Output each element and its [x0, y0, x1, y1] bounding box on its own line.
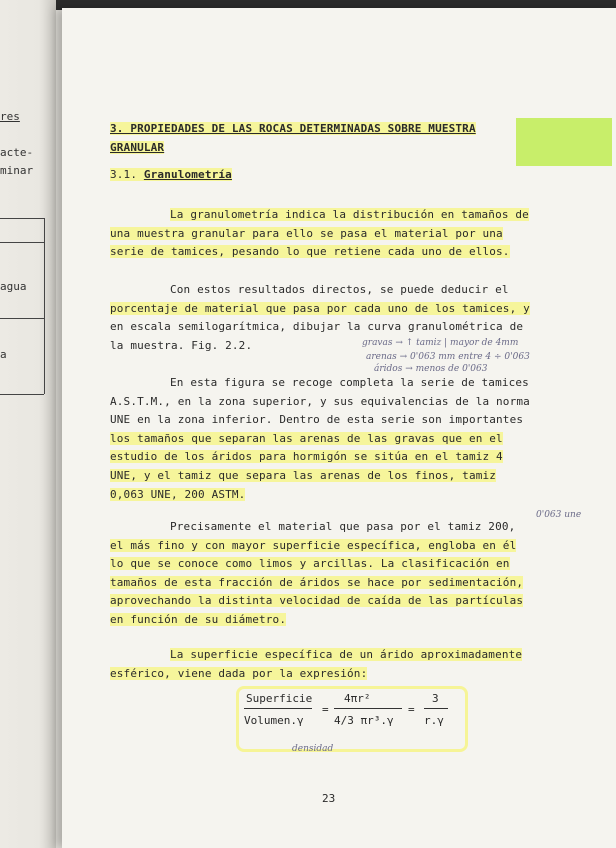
formula-equals: =	[408, 703, 415, 716]
facing-table-rule	[0, 318, 44, 319]
facing-page-edge	[0, 0, 56, 848]
fraction-bar	[244, 708, 312, 709]
facing-table-border	[44, 218, 45, 394]
paragraph-line: tamaños de esta fracción de áridos se hace por sedimentación,	[110, 575, 524, 589]
paragraph-line: la muestra. Fig. 2.2.	[110, 338, 253, 352]
subsection-number: 3.1.	[110, 168, 138, 181]
paragraph	[110, 518, 554, 630]
paragraph-line: Precisamente el material que pasa por el tamiz 200,	[170, 520, 516, 533]
handwritten-note: arenas → 0'063 mm entre 4 ÷ 0'063	[366, 352, 530, 362]
paragraph-line: una muestra granular para ello se pasa el material por una	[110, 226, 503, 240]
paragraph-line: en función de su diámetro.	[110, 612, 287, 626]
paragraph-line: Con estos resultados directos, se puede deducir el	[170, 283, 509, 296]
handwritten-note: gravas → ↑ tamiz | mayor de 4mm	[362, 338, 519, 348]
handwritten-note: densidad	[292, 744, 334, 754]
facing-fragment: agua	[0, 280, 27, 293]
facing-fragment: a	[0, 348, 7, 361]
paragraph	[110, 646, 554, 683]
paragraph-line: UNE, y el tamiz que separa las arenas de los finos, tamiz	[110, 468, 497, 482]
section-heading	[110, 120, 554, 157]
paragraph-line: 0,063 UNE, 200 ASTM.	[110, 487, 246, 501]
facing-table-rule	[0, 394, 44, 395]
formula-numerator: 4πr²	[344, 692, 371, 705]
facing-fragment: minar	[0, 164, 34, 177]
facing-fragment: acte-	[0, 146, 34, 159]
paragraph-line: esférico, viene dada por la expresión:	[110, 666, 368, 680]
paragraph-line: La superficie específica de un árido aproximadamente	[170, 648, 523, 661]
paragraph-line: A.S.T.M., en la zona superior, y sus equivalencias de la norma	[110, 394, 530, 408]
paragraph-line: serie de tamices, pesando lo que retiene cada uno de ellos.	[110, 245, 510, 259]
facing-table-rule	[0, 242, 44, 243]
section-heading-line: GRANULAR	[110, 140, 165, 154]
formula-numerator: Superficie	[246, 692, 313, 705]
formula-equals: =	[322, 703, 329, 716]
subsection-heading	[110, 166, 554, 185]
paragraph-line: UNE en la zona inferior. Dentro de esta serie son importantes	[110, 413, 524, 427]
paragraph-line: el más fino y con mayor superficie específica, engloba en él	[110, 538, 517, 552]
subsection-title: Granulometría	[143, 168, 232, 181]
fraction-bar	[334, 708, 402, 709]
handwritten-note: áridos → menos de 0'063	[374, 364, 488, 374]
paragraph-line: La granulometría indica la distribución en tamaños de	[170, 208, 529, 221]
paragraph-line: aprovechando la distinta velocidad de caída de las partículas	[110, 594, 524, 608]
section-heading-line: 3. PROPIEDADES DE LAS ROCAS DETERMINADAS SOBRE MUESTRA	[110, 122, 476, 135]
paragraph-line: lo que se conoce como limos y arcillas. La clasificación en	[110, 557, 510, 571]
paragraph-line: porcentaje de material que pasa por cada uno de los tamices, y	[110, 301, 530, 315]
formula-denominator: Volumen.γ	[244, 714, 304, 727]
formula-denominator: 4/3 πr³.γ	[334, 714, 394, 727]
paragraph-line: los tamaños que separan las arenas de las gravas que en el	[110, 431, 503, 445]
paragraph	[110, 374, 554, 504]
paragraph-line: estudio de los áridos para hormigón se sitúa en el tamiz 4	[110, 450, 503, 464]
paragraph	[110, 206, 554, 262]
fraction-bar	[424, 708, 448, 709]
formula-numerator: 3	[432, 692, 439, 705]
paragraph-line: En esta figura se recoge completa la serie de tamices	[170, 376, 529, 389]
facing-fragment: res	[0, 110, 20, 123]
paragraph-line: en escala semilogarítmica, dibujar la curva granulométrica de	[110, 320, 524, 334]
formula-denominator: r.γ	[424, 714, 444, 727]
page-number: 23	[322, 792, 336, 805]
facing-table-rule	[0, 218, 44, 219]
handwritten-note: 0'063 une	[536, 510, 582, 520]
